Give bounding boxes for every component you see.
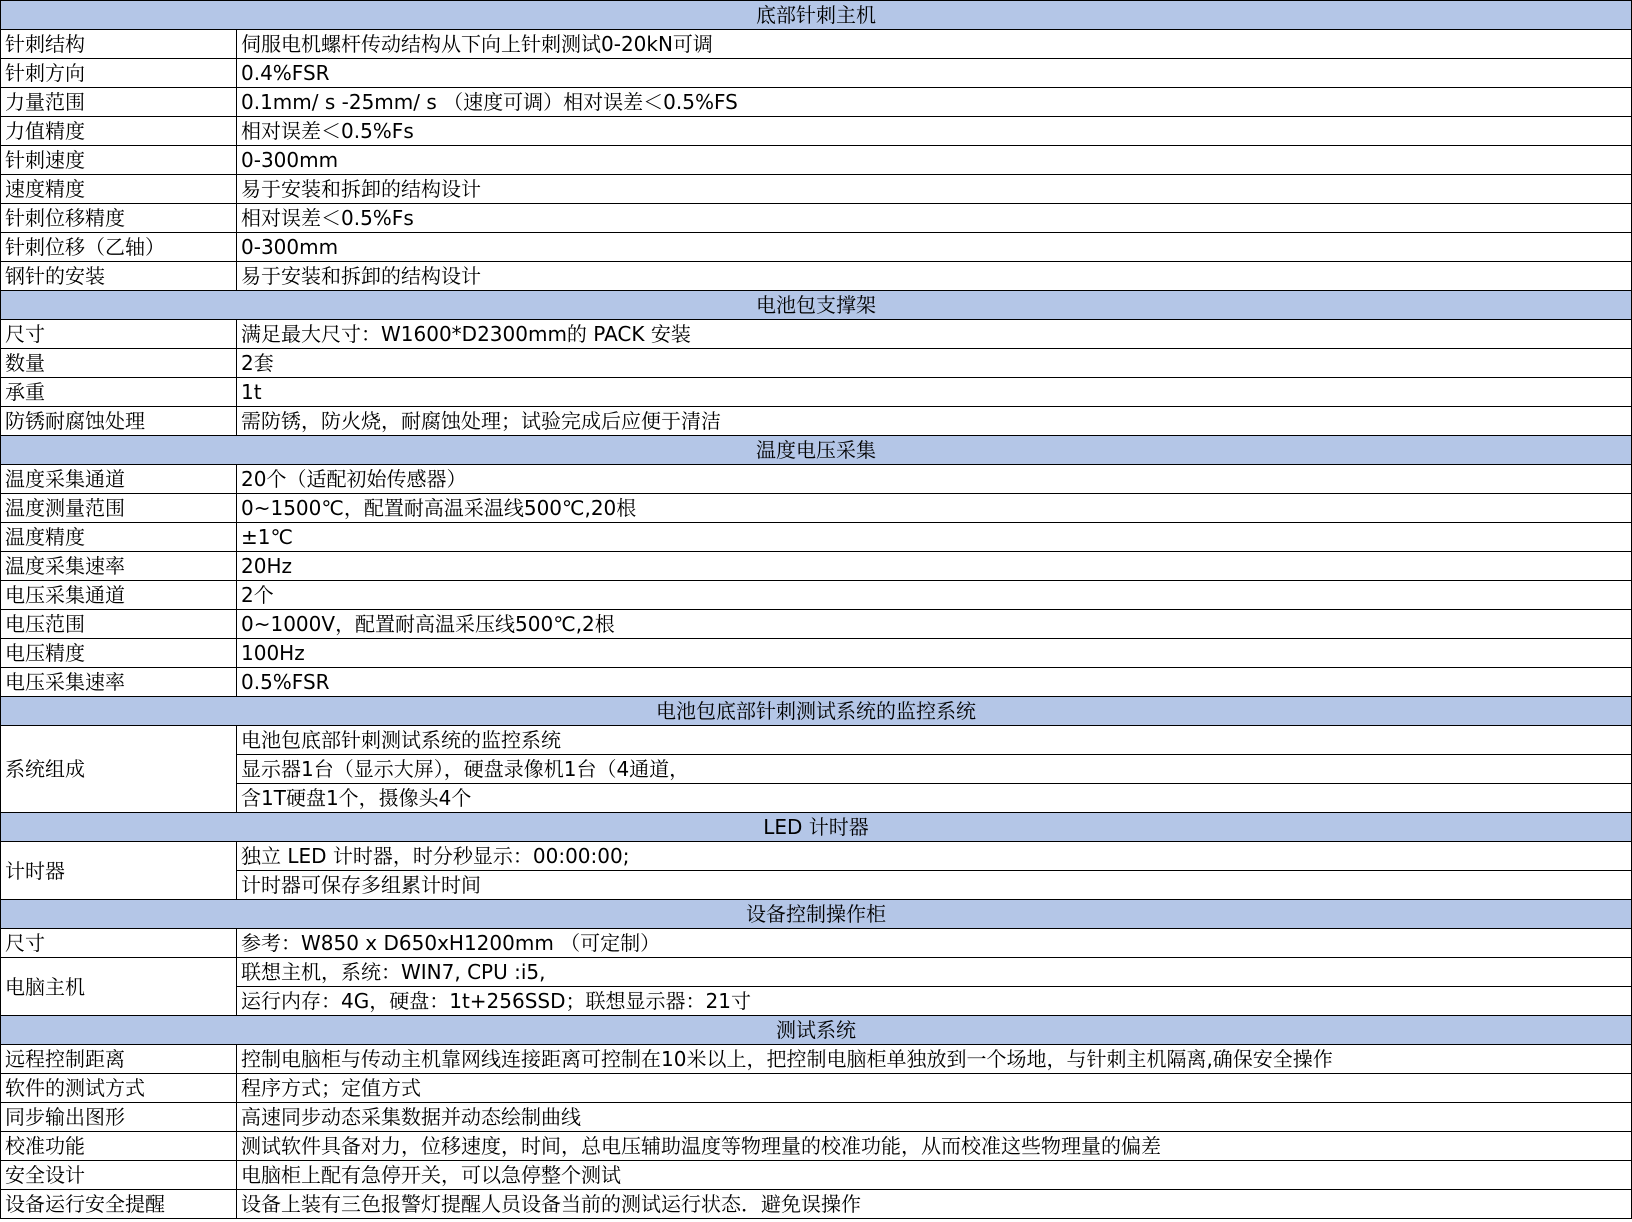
row-label: 尺寸 — [1, 320, 237, 349]
table-row — [1, 958, 1632, 1016]
row-value — [237, 30, 1632, 59]
table-row — [1, 842, 1632, 900]
row-value-line: 测试软件具备对力，位移速度，时间，总电压辅助温度等物理量的校准功能，从而校准这些物理量的偏差 — [241, 1134, 1161, 1158]
row-value — [237, 581, 1632, 610]
row-value — [237, 204, 1632, 233]
row-value-line: 显示器1台（显示大屏），硬盘录像机1台（4通道， — [237, 754, 1631, 783]
row-value-line: 易于安装和拆卸的结构设计 — [241, 264, 481, 288]
row-value — [237, 146, 1632, 175]
row-value-line: 伺服电机螺杆传动结构从下向上针刺测试0-20kN可调 — [241, 32, 713, 56]
row-label: 防锈耐腐蚀处理 — [1, 407, 237, 436]
row-label: 承重 — [1, 378, 237, 407]
table-row — [1, 1161, 1632, 1190]
row-value — [237, 407, 1632, 436]
row-value — [237, 233, 1632, 262]
row-value-line: 设备上装有三色报警灯提醒人员设备当前的测试运行状态．避免误操作 — [241, 1192, 861, 1216]
row-label: 速度精度 — [1, 175, 237, 204]
table-row — [1, 407, 1632, 436]
table-row — [1, 349, 1632, 378]
row-value — [237, 1161, 1632, 1190]
row-value-line: 电脑柜上配有急停开关，可以急停整个测试 — [241, 1163, 621, 1187]
row-value-line: ±1℃ — [241, 525, 293, 549]
row-label: 校准功能 — [1, 1132, 237, 1161]
row-label: 电压采集通道 — [1, 581, 237, 610]
section-header-row — [1, 1, 1632, 30]
row-value-line: 0-300mm — [241, 148, 339, 172]
row-value — [237, 1132, 1632, 1161]
row-label: 电脑主机 — [1, 958, 237, 1016]
section-title: 设备控制操作柜 — [1, 900, 1632, 929]
table-row — [1, 726, 1632, 813]
row-value — [237, 929, 1632, 958]
row-value — [237, 1074, 1632, 1103]
table-row — [1, 581, 1632, 610]
table-row — [1, 523, 1632, 552]
row-label: 软件的测试方式 — [1, 1074, 237, 1103]
row-value-line: 相对误差＜0.5%Fs — [241, 119, 414, 143]
row-value — [237, 523, 1632, 552]
table-row — [1, 465, 1632, 494]
row-value — [237, 59, 1632, 88]
table-row — [1, 233, 1632, 262]
row-value-line: 0-300mm — [241, 235, 339, 259]
row-label: 温度采集速率 — [1, 552, 237, 581]
table-row — [1, 117, 1632, 146]
row-label: 针刺速度 — [1, 146, 237, 175]
row-label: 安全设计 — [1, 1161, 237, 1190]
row-value-line: 高速同步动态采集数据并动态绘制曲线 — [241, 1105, 581, 1129]
row-value-line: 控制电脑柜与传动主机靠网线连接距离可控制在10米以上，把控制电脑柜单独放到一个场地，与针刺主机隔离,确保安全操作 — [241, 1047, 1333, 1071]
table-row — [1, 262, 1632, 291]
row-value-line: 0~1500℃，配置耐高温采温线500℃,20根 — [241, 496, 637, 520]
row-value-line: 参考：W850 x D650xH1200mm （可定制） — [241, 931, 661, 955]
section-header-row — [1, 291, 1632, 320]
section-title: 底部针刺主机 — [1, 1, 1632, 30]
row-value-line: 运行内存：4G，硬盘：1t+256SSD；联想显示器：21寸 — [237, 986, 1631, 1015]
table-row — [1, 204, 1632, 233]
row-value — [237, 349, 1632, 378]
table-row — [1, 175, 1632, 204]
section-header-row — [1, 1016, 1632, 1045]
table-row — [1, 668, 1632, 697]
row-label: 设备运行安全提醒 — [1, 1190, 237, 1219]
row-label: 钢针的安装 — [1, 262, 237, 291]
row-label: 同步输出图形 — [1, 1103, 237, 1132]
row-value — [237, 1103, 1632, 1132]
row-value-line: 满足最大尺寸：W1600*D2300mm的 PACK 安装 — [241, 322, 691, 346]
row-value-line: 0.5%FSR — [241, 670, 330, 694]
row-label: 温度精度 — [1, 523, 237, 552]
row-label: 力量范围 — [1, 88, 237, 117]
row-value — [237, 639, 1632, 668]
row-label: 系统组成 — [1, 726, 237, 813]
row-value — [237, 88, 1632, 117]
row-value-line: 100Hz — [241, 641, 305, 665]
table-row — [1, 552, 1632, 581]
section-header-row — [1, 697, 1632, 726]
section-header-row — [1, 900, 1632, 929]
row-label: 尺寸 — [1, 929, 237, 958]
row-value-line: 易于安装和拆卸的结构设计 — [241, 177, 481, 201]
row-value — [237, 175, 1632, 204]
row-value — [237, 842, 1632, 900]
row-value-line: 需防锈，防火烧，耐腐蚀处理；试验完成后应便于清洁 — [241, 409, 721, 433]
row-value — [237, 494, 1632, 523]
table-row — [1, 639, 1632, 668]
row-label: 数量 — [1, 349, 237, 378]
row-value-line: 1t — [241, 380, 262, 404]
row-value-line: 20个（适配初始传感器） — [241, 467, 467, 491]
section-title: LED 计时器 — [1, 813, 1632, 842]
row-label: 计时器 — [1, 842, 237, 900]
row-value — [237, 726, 1632, 813]
section-title: 测试系统 — [1, 1016, 1632, 1045]
row-value-line: 2个 — [241, 583, 274, 607]
row-value-line: 0.1mm/ s -25mm/ s （速度可调）相对误差＜0.5%FS — [241, 90, 738, 114]
section-title: 温度电压采集 — [1, 436, 1632, 465]
table-row — [1, 1103, 1632, 1132]
row-value-line: 含1T硬盘1个，摄像头4个 — [237, 783, 1631, 812]
table-row — [1, 1045, 1632, 1074]
table-row — [1, 378, 1632, 407]
row-label: 针刺方向 — [1, 59, 237, 88]
table-row — [1, 30, 1632, 59]
spec-table-body — [1, 1, 1632, 1219]
table-row — [1, 88, 1632, 117]
row-label: 针刺位移（乙轴） — [1, 233, 237, 262]
row-value-line: 联想主机，系统：WIN7, CPU :i5, — [241, 960, 546, 984]
row-value-line: 独立 LED 计时器，时分秒显示：00:00:00; — [241, 844, 630, 868]
row-value — [237, 958, 1632, 1016]
row-value — [237, 465, 1632, 494]
row-label: 电压精度 — [1, 639, 237, 668]
row-value — [237, 610, 1632, 639]
row-value — [237, 378, 1632, 407]
table-row — [1, 929, 1632, 958]
row-label: 力值精度 — [1, 117, 237, 146]
table-row — [1, 1190, 1632, 1219]
row-value-line: 2套 — [241, 351, 274, 375]
row-value-line: 程序方式；定值方式 — [241, 1076, 421, 1100]
row-value — [237, 1190, 1632, 1219]
row-value-line: 0~1000V，配置耐高温采压线500℃,2根 — [241, 612, 615, 636]
section-title: 电池包底部针刺测试系统的监控系统 — [1, 697, 1632, 726]
row-value-line: 20Hz — [241, 554, 292, 578]
row-value-line: 0.4%FSR — [241, 61, 330, 85]
table-row — [1, 1132, 1632, 1161]
table-row — [1, 494, 1632, 523]
row-value — [237, 552, 1632, 581]
section-header-row — [1, 436, 1632, 465]
section-header-row — [1, 813, 1632, 842]
table-row — [1, 610, 1632, 639]
row-value — [237, 668, 1632, 697]
row-label: 针刺结构 — [1, 30, 237, 59]
table-row — [1, 59, 1632, 88]
row-label: 远程控制距离 — [1, 1045, 237, 1074]
row-label: 温度采集通道 — [1, 465, 237, 494]
table-row — [1, 1074, 1632, 1103]
section-title: 电池包支撑架 — [1, 291, 1632, 320]
table-row — [1, 146, 1632, 175]
row-value — [237, 117, 1632, 146]
row-value-line: 电池包底部针刺测试系统的监控系统 — [241, 728, 561, 752]
row-value — [237, 320, 1632, 349]
row-label: 针刺位移精度 — [1, 204, 237, 233]
row-label: 温度测量范围 — [1, 494, 237, 523]
row-value-line: 相对误差＜0.5%Fs — [241, 206, 414, 230]
table-row — [1, 320, 1632, 349]
row-value-line: 计时器可保存多组累计时间 — [237, 870, 1631, 899]
row-value — [237, 1045, 1632, 1074]
row-label: 电压采集速率 — [1, 668, 237, 697]
row-value — [237, 262, 1632, 291]
row-label: 电压范围 — [1, 610, 237, 639]
